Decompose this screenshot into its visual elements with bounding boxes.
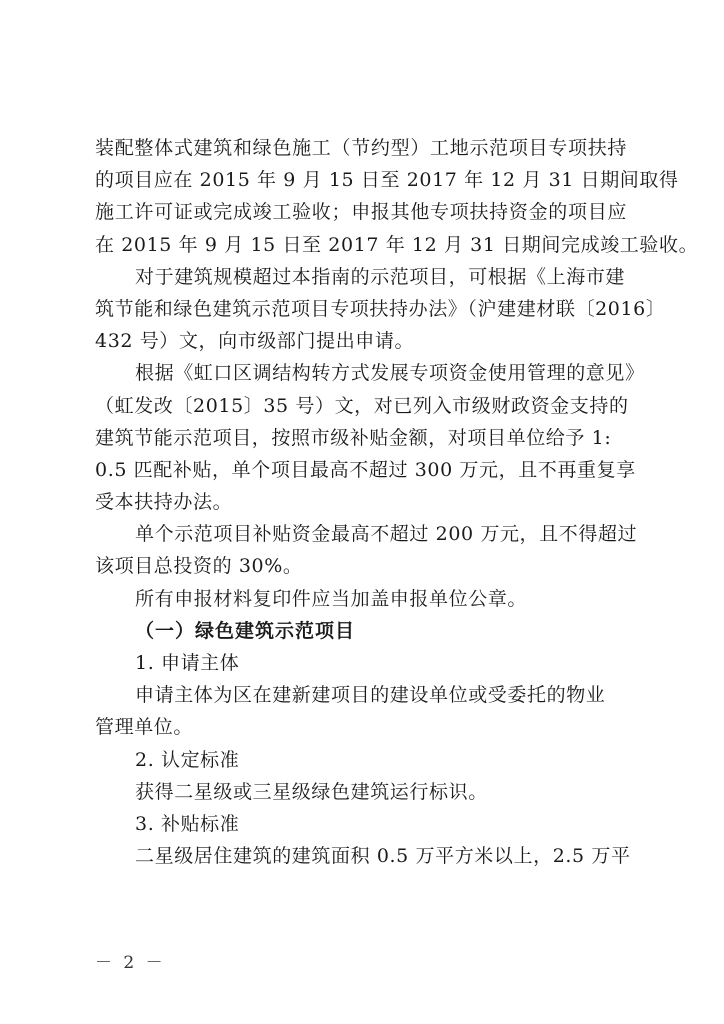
paragraph-start: 所有申报材料复印件应当加盖申报单位公章。 xyxy=(135,587,528,610)
paragraph-start: 获得二星级或三星级绿色建筑运行标识。 xyxy=(135,780,488,803)
body-line: 管理单位。 xyxy=(95,716,194,739)
document-body xyxy=(95,132,699,872)
body-line: 432 号）文，向市级部门提出申请。 xyxy=(95,330,415,353)
body-line: 该项目总投资的 30%。 xyxy=(95,555,303,578)
body-line: （虹发改〔2015〕35 号）文，对已列入市级财政资金支持的 xyxy=(95,394,629,417)
body-line: 装配整体式建筑和绿色施工（节约型）工地示范项目专项扶持 xyxy=(95,137,627,159)
paragraph-start: 申请主体为区在建新建项目的建设单位或受委托的物业 xyxy=(135,684,606,707)
subsection-title: 1. 申请主体 xyxy=(135,652,240,674)
subsection-title: 2. 认定标准 xyxy=(135,748,240,771)
body-line: 筑节能和绿色建筑示范项目专项扶持办法》（沪建建材联〔2016〕 xyxy=(95,297,666,320)
subsection-title: 3. 补贴标准 xyxy=(135,812,240,835)
paragraph-start: 单个示范项目补贴资金最高不超过 200 万元，且不得超过 xyxy=(135,523,638,546)
paragraph-start: 根据《虹口区调结构转方式发展专项资金使用管理的意见》 xyxy=(135,362,645,385)
body-line: 在 2015 年 9 月 15 日至 2017 年 12 月 31 日期间完成竣工验收。 xyxy=(95,233,699,256)
paragraph-start: 二星级居住建筑的建筑面积 0.5 万平方米以上，2.5 万平 xyxy=(135,845,631,868)
body-line: 0.5 匹配补贴，单个项目最高不超过 300 万元，且不再重复享 xyxy=(95,458,636,481)
page-number: － 2 － xyxy=(95,953,166,973)
body-line: 受本扶持办法。 xyxy=(95,491,233,514)
body-line: 的项目应在 2015 年 9 月 15 日至 2017 年 12 月 31 日期间取得 xyxy=(95,169,679,192)
paragraph-start: 对于建筑规模超过本指南的示范项目，可根据《上海市建 xyxy=(135,265,626,288)
body-line: 建筑节能示范项目，按照市级补贴金额，对项目单位给予 1: xyxy=(95,426,612,449)
body-line: 施工许可证或完成竣工验收；申报其他专项扶持资金的项目应 xyxy=(95,201,627,224)
section-heading: （一）绿色建筑示范项目 xyxy=(135,619,356,642)
